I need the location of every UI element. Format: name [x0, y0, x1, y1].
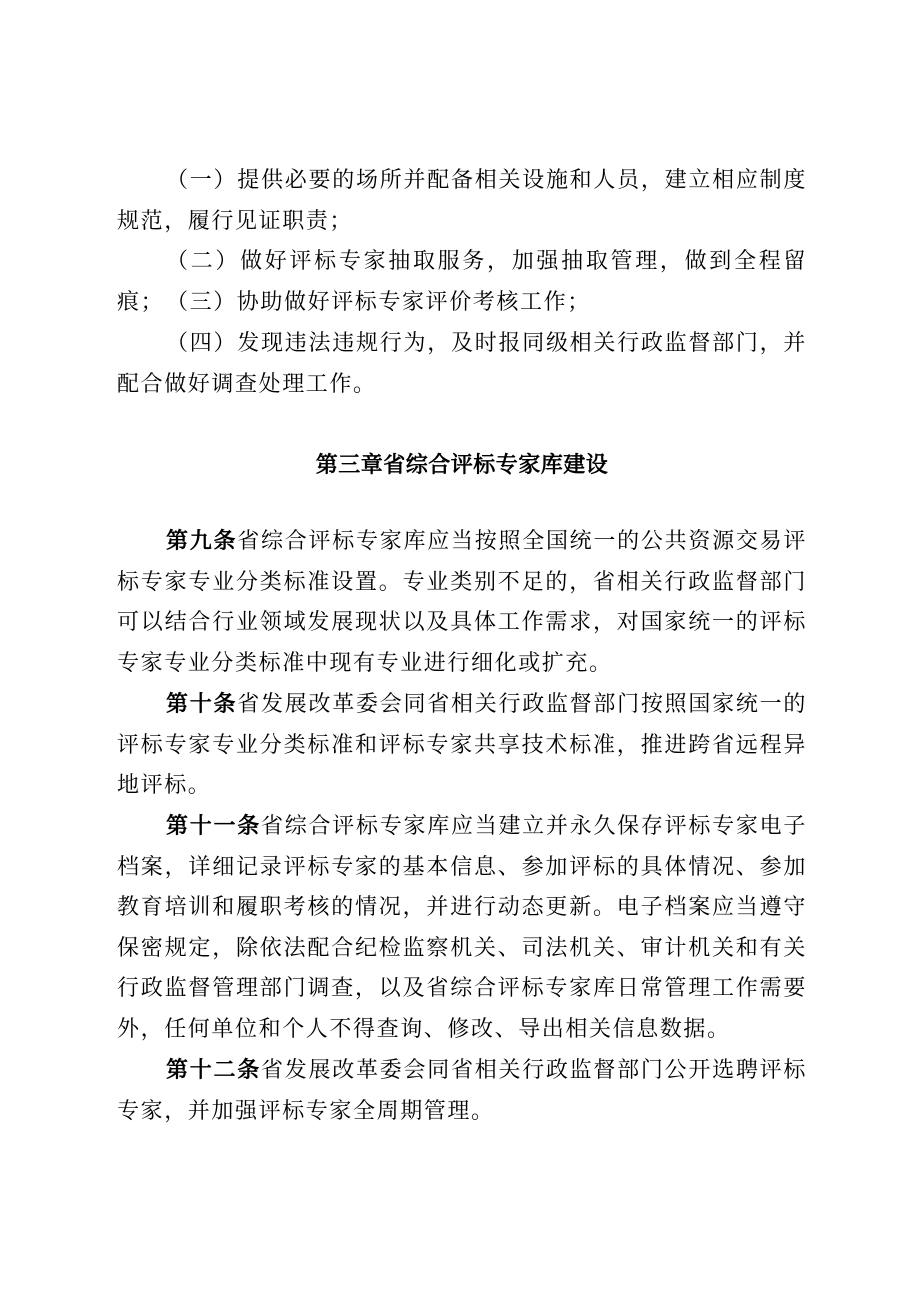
article-text: 省发展改革委会同省相关行政监督部门公开选聘评标专家，并加强评标专家全周期管理。 — [117, 1058, 807, 1124]
article-11 — [117, 806, 807, 1050]
article-label: 第十二条 — [166, 1057, 261, 1083]
list-item-text: （三）协助做好评标专家评价考核工作； — [166, 290, 591, 315]
list-item-text: （一）提供必要的场所并配备相关设施和人员，建立相应制度规范，履行见证职责； — [117, 168, 807, 234]
chapter-title: 第三章省综合评标专家库建设 — [315, 452, 609, 478]
article-9 — [117, 521, 807, 684]
list-item-text: （四）发现违法违规行为，及时报同级相关行政监督部门，并配合做好调查处理工作。 — [117, 331, 807, 397]
article-label: 第九条 — [166, 528, 238, 554]
article-12 — [117, 1050, 807, 1132]
article-text: 省综合评标专家库应当建立并永久保存评标专家电子档案，详细记录评标专家的基本信息、参加评标的具体情况、参加教育培训和履职考核的情况，并进行动态更新。电子档案应当遵守保密规定，除依法配合纪检监察机关、司法机关、审计机关和有关行政监督管理部门调查，以及省综合评标专家库日常管理工作需要外，任何单位和个人不得查询、修改、导出相关信息数据。 — [117, 814, 807, 1042]
article-label: 第十条 — [166, 691, 238, 717]
article-text: 省综合评标专家库应当按照全国统一的公共资源交易评标专家专业分类标准设置。专业类别不足的，省相关行政监督部门可以结合行业领域发展现状以及具体工作需求，对国家统一的评标专家专业分类标准中现有专业进行细化或扩充。 — [117, 529, 807, 676]
article-label: 第十一条 — [166, 813, 261, 839]
list-item-4 — [117, 324, 807, 405]
list-item-3 — [117, 283, 807, 324]
article-text: 省发展改革委会同省相关行政监督部门按照国家统一的评标专家专业分类标准和评标专家共享技术标准，推进跨省远程异地评标。 — [117, 692, 807, 798]
list-item-1 — [117, 161, 807, 242]
article-10 — [117, 684, 807, 807]
list-item-text: （二）做好评标专家抽取服务，加强抽取管理，做到全程留痕； — [117, 249, 807, 315]
